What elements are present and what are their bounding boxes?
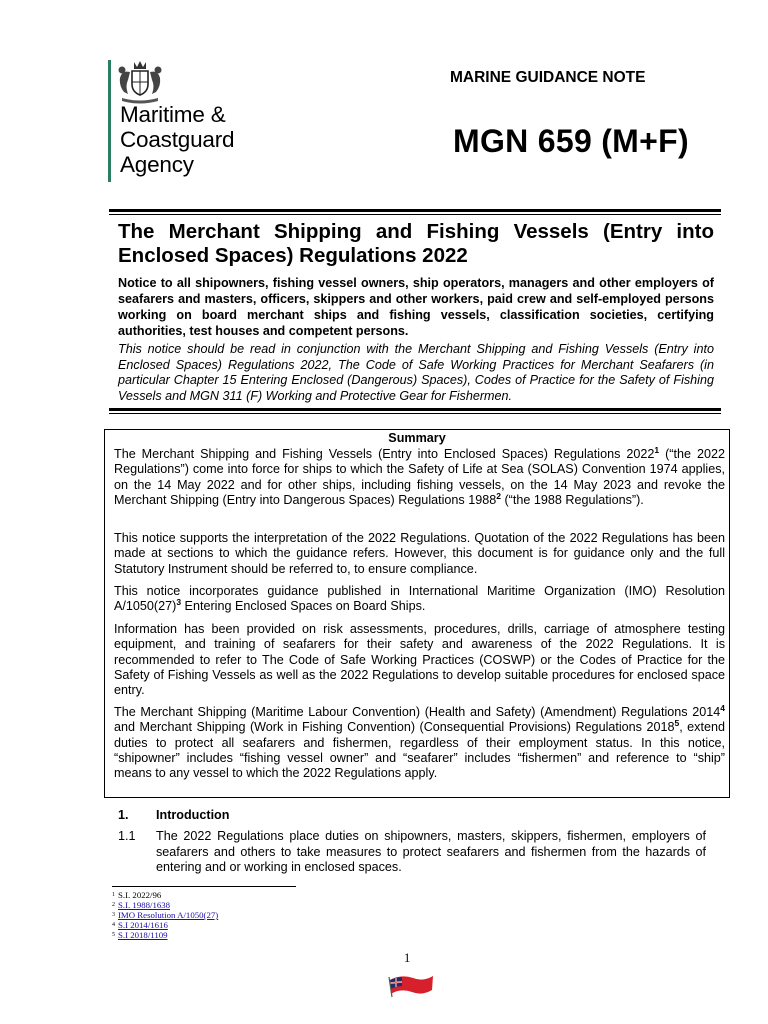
title-divider	[109, 408, 721, 411]
footnote-ref[interactable]: 1	[654, 444, 660, 455]
summary-text: (“the 2022 Regulations”) come into force for ships to which the Safety of Life at Sea (SOLAS) Convention 1974 applies, on the 14 May 2022 and for other ships, including fishing vessels, on the 14 May 2023 and revoke the Merchant Shipping (Entry into Dangerous Spaces) Regulations 1988	[114, 447, 725, 507]
footnote-number: 2	[112, 902, 115, 908]
summary-paragraph: Information has been provided on risk assessments, procedures, drills, carriage of atmosphere testing equipment, and training of seafarers for their safety and awareness of the 2022 Regulations. It is recommended to refer to The Code of Safe Working Practices (COSWP) or the Codes of Practice for the Safety of Fishing Vessels as well as the 2022 Regulations to develop suitable procedures for enclosed space entry.	[114, 622, 725, 698]
summary-heading: Summary	[388, 431, 446, 445]
footnote-link[interactable]: IMO Resolution A/1050(27)	[118, 910, 219, 920]
footnote-link[interactable]: S.I 2018/1109	[118, 930, 168, 940]
agency-name-line: Maritime &	[120, 102, 226, 127]
footnote-ref[interactable]: 2	[496, 490, 501, 501]
read-in-conjunction-note: This notice should be read in conjunction with the Merchant Shipping and Fishing Vessels (Entry into Enclosed Spaces) Regulations 2022, The Code of Safe Working Practices for Merchant Seafarers (in particular Chapter 15 Entering Enclosed (Dangerous) Spaces), Codes of Practice for the Safety of Fishing Vessels and MGN 311 (F) Working and Protective Gear for Fishermen.	[118, 342, 714, 403]
header-divider	[109, 214, 721, 215]
document-title: The Merchant Shipping and Fishing Vessels (Entry into Enclosed Spaces) Regulations 2022	[118, 220, 714, 267]
agency-name-line: Agency	[120, 152, 194, 177]
summary-paragraph	[114, 702, 725, 781]
footnote	[112, 900, 170, 910]
footnote	[112, 890, 161, 900]
summary-text: (“the 1988 Regulations”).	[500, 492, 644, 507]
section-title: Introduction	[156, 808, 230, 822]
footnote	[112, 930, 168, 940]
note-type: MARINE GUIDANCE NOTE	[450, 69, 646, 86]
summary-text: The Merchant Shipping (Maritime Labour Convention) (Health and Safety) (Amendment) Regulations 2014	[114, 705, 721, 719]
page-number: 1	[404, 951, 411, 965]
summary-text: and Merchant Shipping (Work in Fishing Convention) (Consequential Provisions) Regulations 2018	[114, 720, 675, 735]
red-ensign-flag-icon	[387, 970, 435, 998]
royal-coat-of-arms-icon	[110, 58, 170, 104]
footnote-link[interactable]: S.I. 1988/1638	[118, 900, 171, 910]
footnote-ref[interactable]: 4	[720, 702, 725, 713]
section-number: 1.	[118, 808, 129, 822]
agency-name	[120, 102, 234, 177]
title-divider	[109, 413, 721, 414]
footnote-text: S.I. 2022/96	[118, 890, 162, 900]
summary-text: The Merchant Shipping and Fishing Vessels (Entry into Enclosed Spaces) Regulations 2022	[114, 447, 655, 461]
summary-text: , extend duties to protect all seafarers and fishermen, regardless of their employment status. In this notice, “shipowner” includes “fishing vessel owner” and “seafarer” includes “fishermen” and reference to “ship” means to any vessel to which the 2022 Regulations apply.	[114, 720, 725, 781]
summary-paragraph: This notice supports the interpretation of the 2022 Regulations. Quotation of the 2022 Regulations has been made at sections to which the guidance refers. However, this document is for guidance only and the full Statutory Instrument should be referred to, to ensure compliance.	[114, 531, 725, 576]
note-code: MGN 659 (M+F)	[453, 123, 689, 159]
summary-text: Entering Enclosed Spaces on Board Ships.	[181, 599, 426, 614]
header-divider	[109, 209, 721, 212]
footnote-number: 4	[112, 922, 115, 928]
footnote-number: 1	[112, 892, 115, 898]
paragraph-number: 1.1	[118, 829, 136, 843]
notice-audience: Notice to all shipowners, fishing vessel owners, ship operators, managers and other employers of seafarers and masters, officers, skippers and other workers, paid crew and self-employed persons working on board merchant ships and fishing vessels, classification societies, certifying authorities, test houses and competent persons.	[118, 276, 714, 338]
summary-text: This notice incorporates guidance published in International Maritime Organization (IMO) Resolution A/1050(27)	[114, 584, 725, 614]
footnote-ref[interactable]: 5	[674, 718, 680, 729]
paragraph-text: The 2022 Regulations place duties on shipowners, masters, skippers, fishermen, employers of seafarers and others to take measures to protect seafarers and fishermen from the hazards of entering and or working in enclosed spaces.	[156, 829, 706, 874]
footnote-ref[interactable]: 3	[176, 597, 182, 608]
footnote	[112, 910, 218, 920]
footnote-number: 3	[112, 912, 115, 918]
agency-name-line: Coastguard	[120, 127, 235, 152]
summary-paragraph	[114, 584, 725, 615]
footnote-divider	[112, 886, 296, 887]
agency-logo	[108, 58, 278, 188]
footnote	[112, 920, 168, 930]
summary-paragraph	[114, 444, 725, 508]
summary-box	[104, 429, 730, 798]
footnote-link[interactable]: S.I 2014/1616	[118, 920, 168, 930]
footnote-number: 5	[112, 932, 115, 938]
